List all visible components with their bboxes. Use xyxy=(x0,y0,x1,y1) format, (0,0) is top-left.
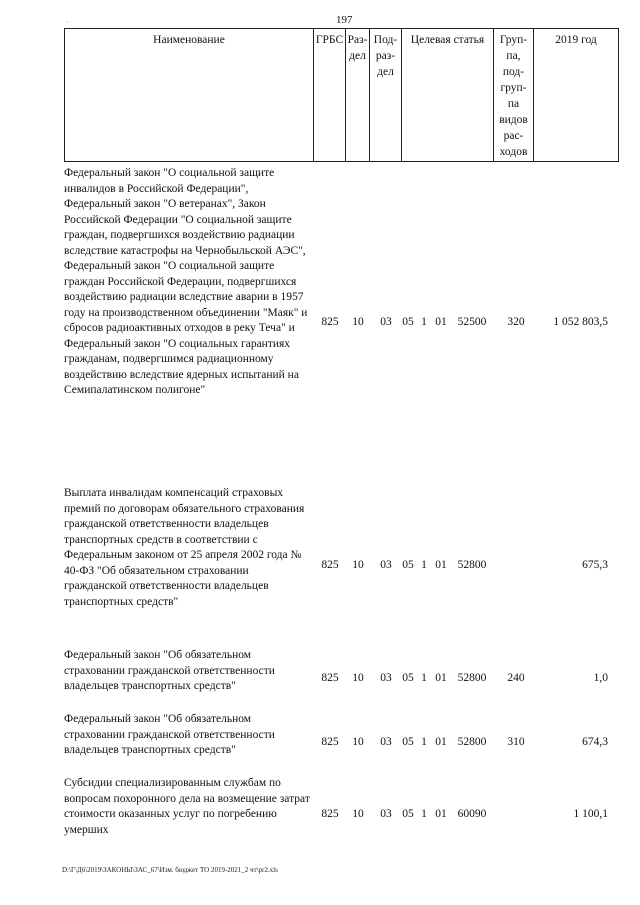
col-podrazdel-header: Под- раз- дел xyxy=(370,29,402,161)
row-5-target-1: 05 xyxy=(402,808,414,820)
row-4-group: 310 xyxy=(507,736,525,748)
scan-dot: · xyxy=(66,18,69,27)
row-4-target-4: 52800 xyxy=(457,736,487,748)
col-group-header: Груп- па, под- груп- па видов рас- ходов xyxy=(494,29,534,161)
row-2-amount: 675,3 xyxy=(582,559,608,571)
row-5-razdel: 10 xyxy=(352,808,364,820)
col-target-header: Целевая статья xyxy=(402,29,494,161)
row-2-razdel: 10 xyxy=(352,559,364,571)
row-5-target-4: 60090 xyxy=(457,808,487,820)
row-1-group: 320 xyxy=(507,316,525,328)
row-1-razdel: 10 xyxy=(352,316,364,328)
row-4-grbs: 825 xyxy=(321,736,339,748)
row-1-target-4: 52500 xyxy=(457,316,487,328)
row-5-target-3: 01 xyxy=(435,808,447,820)
row-3-target-2: 1 xyxy=(421,672,427,684)
row-4-target-1: 05 xyxy=(402,736,414,748)
row-3-razdel: 10 xyxy=(352,672,364,684)
page-number: 197 xyxy=(336,14,353,26)
row-2-target-2: 1 xyxy=(421,559,427,571)
row-1-amount: 1 052 803,5 xyxy=(553,316,608,328)
col-razdel-header: Раз- дел xyxy=(346,29,370,161)
row-1-target-2: 1 xyxy=(421,316,427,328)
row-3-target-1: 05 xyxy=(402,672,414,684)
row-3-name: Федеральный закон "Об обязательном страховании гражданской ответственности владельцев транспортных средств" xyxy=(64,649,275,692)
row-3-group: 240 xyxy=(507,672,525,684)
row-3-target-3: 01 xyxy=(435,672,447,684)
col-grbs-header: ГРБС xyxy=(314,29,346,161)
row-4-podrazdel: 03 xyxy=(380,736,392,748)
row-5-podrazdel: 03 xyxy=(380,808,392,820)
row-3-grbs: 825 xyxy=(321,672,339,684)
col-year-header: 2019 год xyxy=(534,29,619,161)
row-1-grbs: 825 xyxy=(321,316,339,328)
row-3-target-4: 52800 xyxy=(457,672,487,684)
row-5-amount: 1 100,1 xyxy=(573,808,608,820)
row-4-target-3: 01 xyxy=(435,736,447,748)
row-1-name: Федеральный закон "О социальной защите инвалидов в Российской Федерации", Федеральный закон "О ветеранах", Закон Российской Федерации "О социальной защите граждан, подвергшихся воздействию радиации вследствие катастрофы на Чернобыльской АЭС", Федеральный закон "О социальной защите граждан Российской Федерации, подвергшихся воздействию радиации вследствие аварии в 1957 году на производственном объединении "Маяк" и сбросов радиоактивных отходов в реку Теча" и Федеральный закон "О социальных гарантиях гражданам, подвергшимся радиационному воздействию вследствие ядерных испытаний на Семипалатинском полигоне" xyxy=(64,167,308,396)
footer-file-path: D:\Г\Д6\2019\ЗАКОНЫ\ЗАС_67\Изм. бюджет ТО 2019-2021_2 чт\pr2.xls xyxy=(62,866,278,874)
row-5-target-2: 1 xyxy=(421,808,427,820)
row-2-podrazdel: 03 xyxy=(380,559,392,571)
row-4-amount: 674,3 xyxy=(582,736,608,748)
row-2-name: Выплата инвалидам компенсаций страховых премий по договорам обязательного страхования гражданской ответственности владельцев транспортных средств в соответствии с Федеральным законом от 25 апреля 2002 года № 40-ФЗ "Об обязательном страховании гражданской ответственности владельцев транспортных средств" xyxy=(64,487,305,608)
row-1-target-1: 05 xyxy=(402,316,414,328)
row-5-grbs: 825 xyxy=(321,808,339,820)
col-name-header: Наименование xyxy=(64,29,314,161)
row-2-target-3: 01 xyxy=(435,559,447,571)
row-4-name: Федеральный закон "Об обязательном страховании гражданской ответственности владельцев транспортных средств" xyxy=(64,713,275,756)
row-1-target-3: 01 xyxy=(435,316,447,328)
row-2-target-4: 52800 xyxy=(457,559,487,571)
table-header xyxy=(64,28,619,162)
row-1-podrazdel: 03 xyxy=(380,316,392,328)
row-3-amount: 1,0 xyxy=(593,672,608,684)
row-4-razdel: 10 xyxy=(352,736,364,748)
row-2-target-1: 05 xyxy=(402,559,414,571)
row-3-podrazdel: 03 xyxy=(380,672,392,684)
row-4-target-2: 1 xyxy=(421,736,427,748)
row-5-name: Субсидии специализированным службам по вопросам похоронного дела на возмещение затрат стоимости оказанных услуг по погребению умерших xyxy=(64,777,310,836)
row-2-grbs: 825 xyxy=(321,559,339,571)
